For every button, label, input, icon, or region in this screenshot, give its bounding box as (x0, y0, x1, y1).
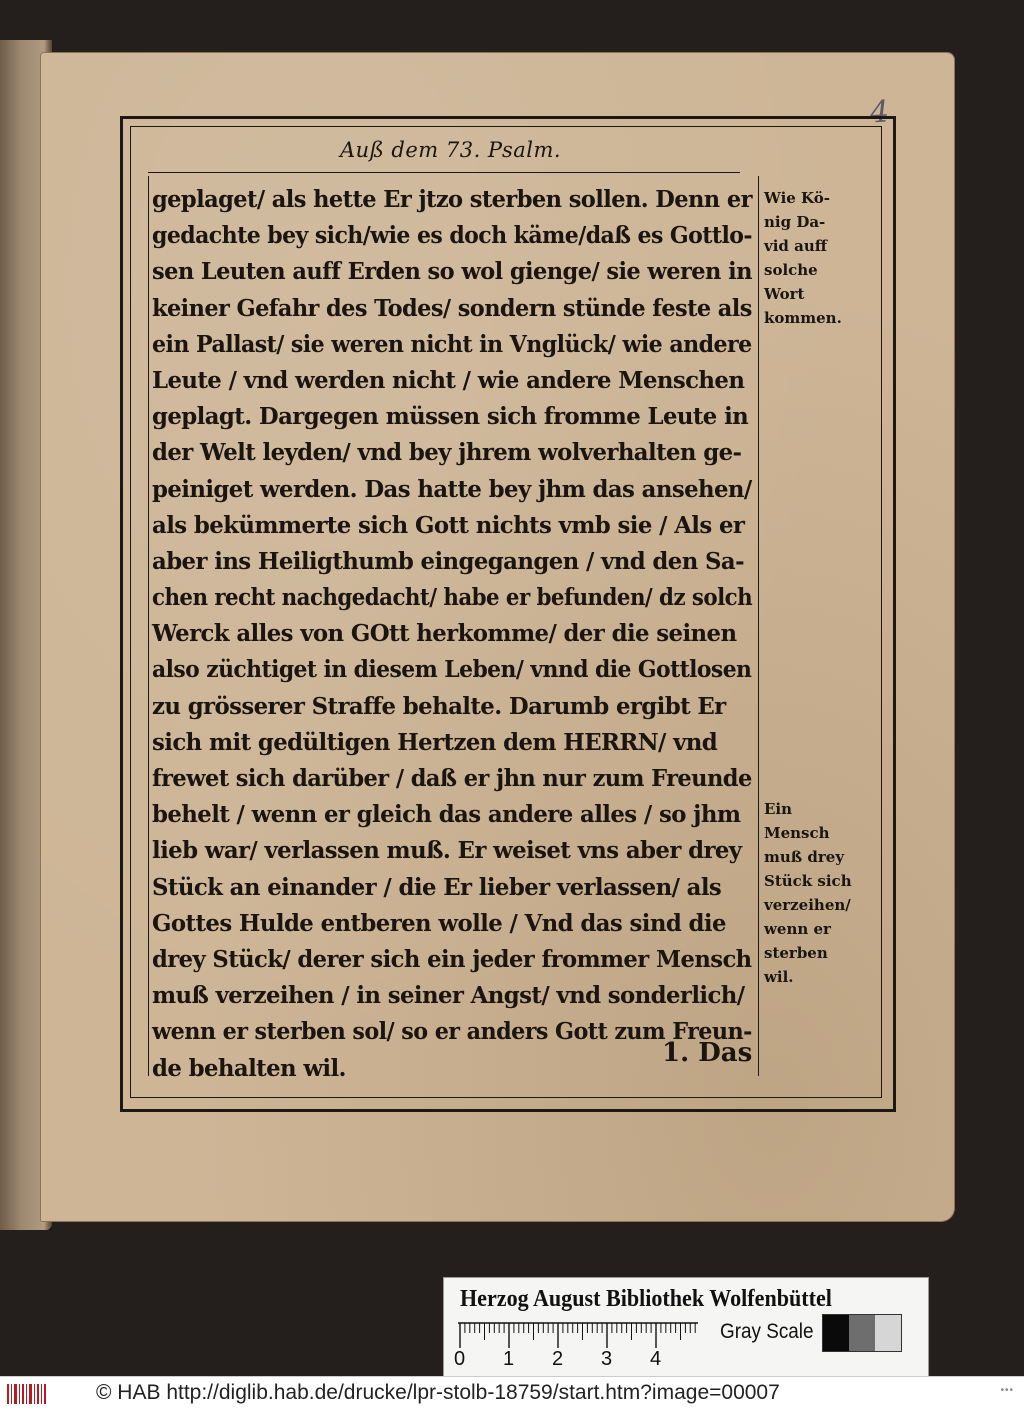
text-line: zu grösserer Straffe behalte. Darumb ergibt Er (152, 692, 726, 720)
text-line: gedachte bey sich/wie es doch käme/daß es Gottlo- (152, 222, 752, 250)
text-line: chen recht nachgedacht/ habe er befunden/ dz solch (152, 584, 753, 612)
gray-swatch (849, 1315, 875, 1351)
marginal-line: Mensch (764, 824, 830, 842)
ruler-number: 0 (454, 1348, 466, 1370)
text-line: aber ins Heiligthumb eingegangen / vnd den Sa- (152, 547, 744, 575)
text-line: geplaget/ als hette Er jtzo sterben sollen. Denn er (152, 186, 752, 213)
ruler-number: 4 (650, 1348, 662, 1370)
text-left-rule (148, 176, 149, 1076)
measurement-ruler (458, 1322, 698, 1350)
text-line: Werck alles von GOtt herkomme/ der die seinen (152, 620, 737, 648)
footer-bar (0, 1376, 1024, 1412)
marginal-note-2 (764, 797, 854, 989)
text-line: behelt / wenn er gleich das andere alles / so jhm (152, 801, 741, 829)
gray-scale-swatch (822, 1314, 902, 1352)
text-line: drey Stück/ derer sich ein jeder frommer Mensch (152, 945, 752, 973)
reference-card (443, 1277, 929, 1377)
text-line: wenn er sterben sol/ so er anders Gott zum Freun- (152, 1018, 752, 1046)
text-line: ein Pallast/ sie weren nicht in Vnglück/ wie andere (152, 330, 752, 358)
running-head: Auß dem 73. Psalm. (340, 138, 562, 162)
marginal-line: vid auff (764, 237, 828, 255)
marginal-line: sterben (764, 944, 828, 962)
body-text (152, 182, 757, 1087)
marginal-line: Stück sich (764, 872, 852, 890)
ruler-numbers (454, 1348, 714, 1372)
text-line: sich mit gedültigen Hertzen dem HERRN/ vnd (152, 728, 718, 756)
copyright-url: © HAB http://diglib.hab.de/drucke/lpr-stolb-18759/start.htm?image=00007 (96, 1381, 780, 1404)
catchword: 1. Das (662, 1038, 753, 1068)
text-line: frewet sich darüber / daß er jhn nur zum Freunde (152, 765, 752, 792)
text-line: Stück an einander / die Er lieber verlassen/ als (152, 873, 722, 901)
marginal-line: nig Da- (764, 213, 826, 231)
text-line: Gottes Hulde entberen wolle / Vnd das sind die (152, 909, 726, 937)
text-line: also züchtiget in diesem Leben/ vnnd die Gottlosen (152, 656, 752, 684)
text-line: muß verzeihen / in seiner Angst/ vnd sonderlich/ (152, 982, 745, 1010)
margin-rule (758, 176, 759, 1076)
marginal-line: solche (764, 261, 818, 279)
ruler-number: 2 (552, 1348, 564, 1370)
text-line: sen Leuten auff Erden so wol gienge/ sie weren in (152, 258, 752, 286)
text-line: als bekümmerte sich Gott nichts vmb sie / Als er (152, 511, 745, 539)
running-head-rule (148, 172, 740, 173)
library-name: Herzog August Bibliothek Wolfenbüttel (460, 1286, 832, 1312)
ruler-number: 3 (601, 1348, 613, 1370)
text-line: geplagt. Dargegen müssen sich fromme Leute in (152, 403, 749, 431)
text-line: peiniget werden. Das hatte bey jhm das ansehen/ (152, 475, 752, 503)
marginal-line: Ein (764, 800, 793, 818)
marginal-line: wenn er (764, 920, 831, 938)
marginal-line: muß drey (764, 848, 845, 866)
marginal-line: kommen. (764, 309, 842, 327)
text-line: der Welt leyden/ vnd bey jhrem wolverhalten ge- (152, 439, 742, 467)
marginal-line: Wie Kö- (764, 189, 830, 207)
marginal-line: verzeihen/ (764, 896, 851, 914)
gray-swatch (823, 1315, 849, 1351)
gray-scale-label: Gray Scale (720, 1320, 814, 1343)
text-line: keiner Gefahr des Todes/ sondern stünde feste als (152, 294, 752, 322)
text-line: Leute / vnd werden nicht / wie andere Menschen (152, 366, 745, 394)
marginal-note-1 (764, 186, 854, 330)
barcode-icon (6, 1382, 46, 1406)
marginal-line: Wort (764, 285, 805, 303)
more-dots[interactable]: ••• (1000, 1385, 1014, 1396)
text-line: de behalten wil. (152, 1054, 346, 1082)
folio-mark: 4 (868, 94, 891, 131)
text-line: lieb war/ verlassen muß. Er weiset vns aber drey (152, 837, 742, 865)
ruler-number: 1 (503, 1348, 515, 1370)
gray-swatch (875, 1315, 901, 1351)
marginal-line: wil. (764, 968, 794, 986)
